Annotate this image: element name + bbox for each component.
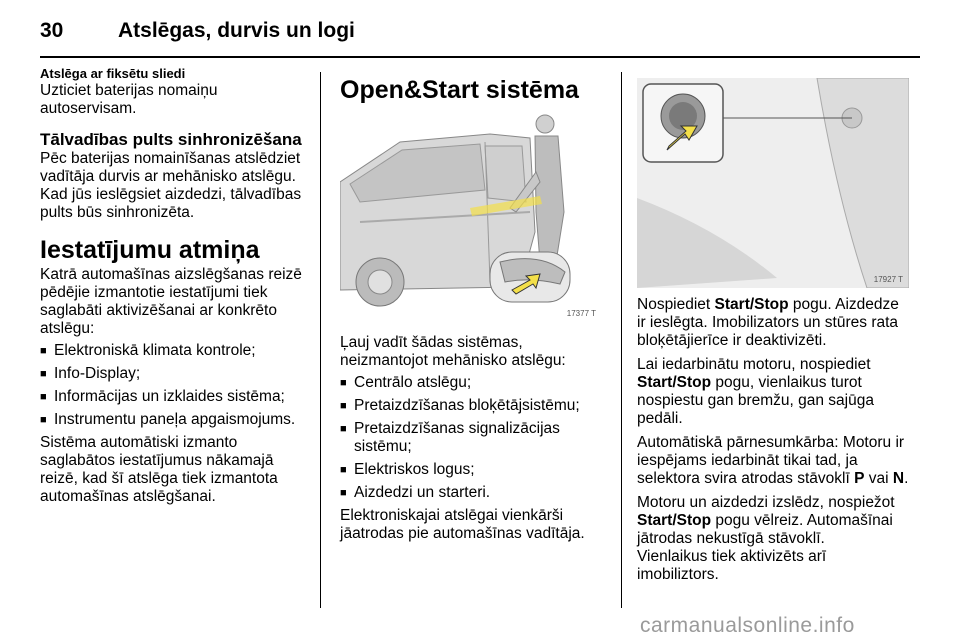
list-item: ■ Centrālo atslēgu; (340, 374, 608, 392)
list-item: ■ Info-Display; (40, 365, 308, 383)
column-2 (340, 70, 608, 106)
text-start-engine: Lai iedarbinātu motoru, nospiediet Start/Stop pogu, vienlaikus turot nospiestu gan bremžu, gan sajūga pedāli. (637, 356, 874, 427)
column-3 (637, 296, 909, 584)
column-1 (40, 66, 308, 506)
column-2-text (340, 334, 608, 543)
page-number: 30 (40, 19, 64, 42)
text-start-ignition: Nospiediet Start/Stop pogu. Aizdedze ir ieslēgta. Imobilizators un stūres rata bloķētājierīce ir deaktivizēti. (637, 296, 899, 349)
list-item: ■ Informācijas un izklaides sistēma; (40, 388, 308, 406)
figure-id: 17927 T (873, 275, 903, 284)
figure-start-stop-button (637, 78, 909, 288)
watermark: carmanualsonline.info (640, 614, 855, 637)
figure-car-door-illustration (340, 112, 602, 320)
text-open-start-end: Elektroniskajai atslēgai vienkārši jāatrodas pie automašīnas vadītāja. (340, 507, 585, 542)
list-item: ■ Elektriskos logus; (340, 461, 608, 479)
running-title: Atslēgas, durvis un logi (118, 19, 355, 42)
heading-fixed-blade-key: Atslēga ar fiksētu sliedi (40, 66, 186, 81)
car-door-illustration (340, 112, 602, 320)
list-item: ■ Pretaizdzīšanas signalizācijas sistēmu; (340, 420, 608, 456)
text-remote-sync: Pēc baterijas nomainīšanas atslēdziet vadītāja durvis ar mehānisko atslēgu. Kad jūs ieslēgsiet aizdedzi, tālvadības pults būs sinhronizēta. (40, 150, 302, 221)
open-start-list (340, 374, 608, 502)
start-stop-illustration (637, 78, 909, 288)
column-divider-1 (320, 72, 321, 608)
heading-memory-settings: Iestatījumu atmiņa (40, 236, 260, 264)
heading-open-start: Open&Start sistēma (340, 76, 579, 104)
text-open-start-intro: Ļauj vadīt šādas sistēmas, neizmantojot mehānisko atslēgu: (340, 334, 566, 369)
text-stop-engine: Motoru un aizdedzi izslēdz, nospiežot Start/Stop pogu vēlreiz. Automašīnai jātrodas nekustīgā stāvoklī. (637, 494, 895, 547)
text-memory-intro: Katrā automašīnas aizslēgšanas reizē pēdējie izmantotie iestatījumi tiek saglabāti aktivizēšanai ar konkrēto atslēgu: (40, 266, 302, 337)
text-memory-end: Sistēma automātiski izmanto saglabātos iestatījumus nākamajā reizē, kad šī atslēga tiek izmantota automašīnas atslēgšanai. (40, 434, 278, 505)
memory-list (40, 342, 308, 429)
heading-remote-sync: Tālvadības pults sinhronizēšana (40, 130, 302, 149)
column-divider-2 (621, 72, 622, 608)
page-header (40, 14, 920, 54)
list-item: ■ Pretaizdzīšanas bloķētājsistēmu; (340, 397, 608, 415)
text-automatic-gearbox: Automātiskā pārnesumkārba: Motoru ir iespējams iedarbināt tikai tad, ja selektora svira atrodas stāvoklī P vai N. (637, 434, 909, 487)
text-fixed-blade-key: Uzticiet baterijas nomaiņu autoservisam. (40, 82, 218, 117)
text-immobilizer: Vienlaikus tiek aktivizēts arī imobiliztors. (637, 548, 827, 583)
list-item: ■ Aizdedzi un starteri. (340, 484, 608, 502)
header-rule (40, 56, 920, 58)
figure-id: 17377 T (566, 309, 596, 318)
list-item: ■ Elektroniskā klimata kontrole; (40, 342, 308, 360)
list-item: ■ Instrumentu paneļa apgaismojums. (40, 411, 308, 429)
